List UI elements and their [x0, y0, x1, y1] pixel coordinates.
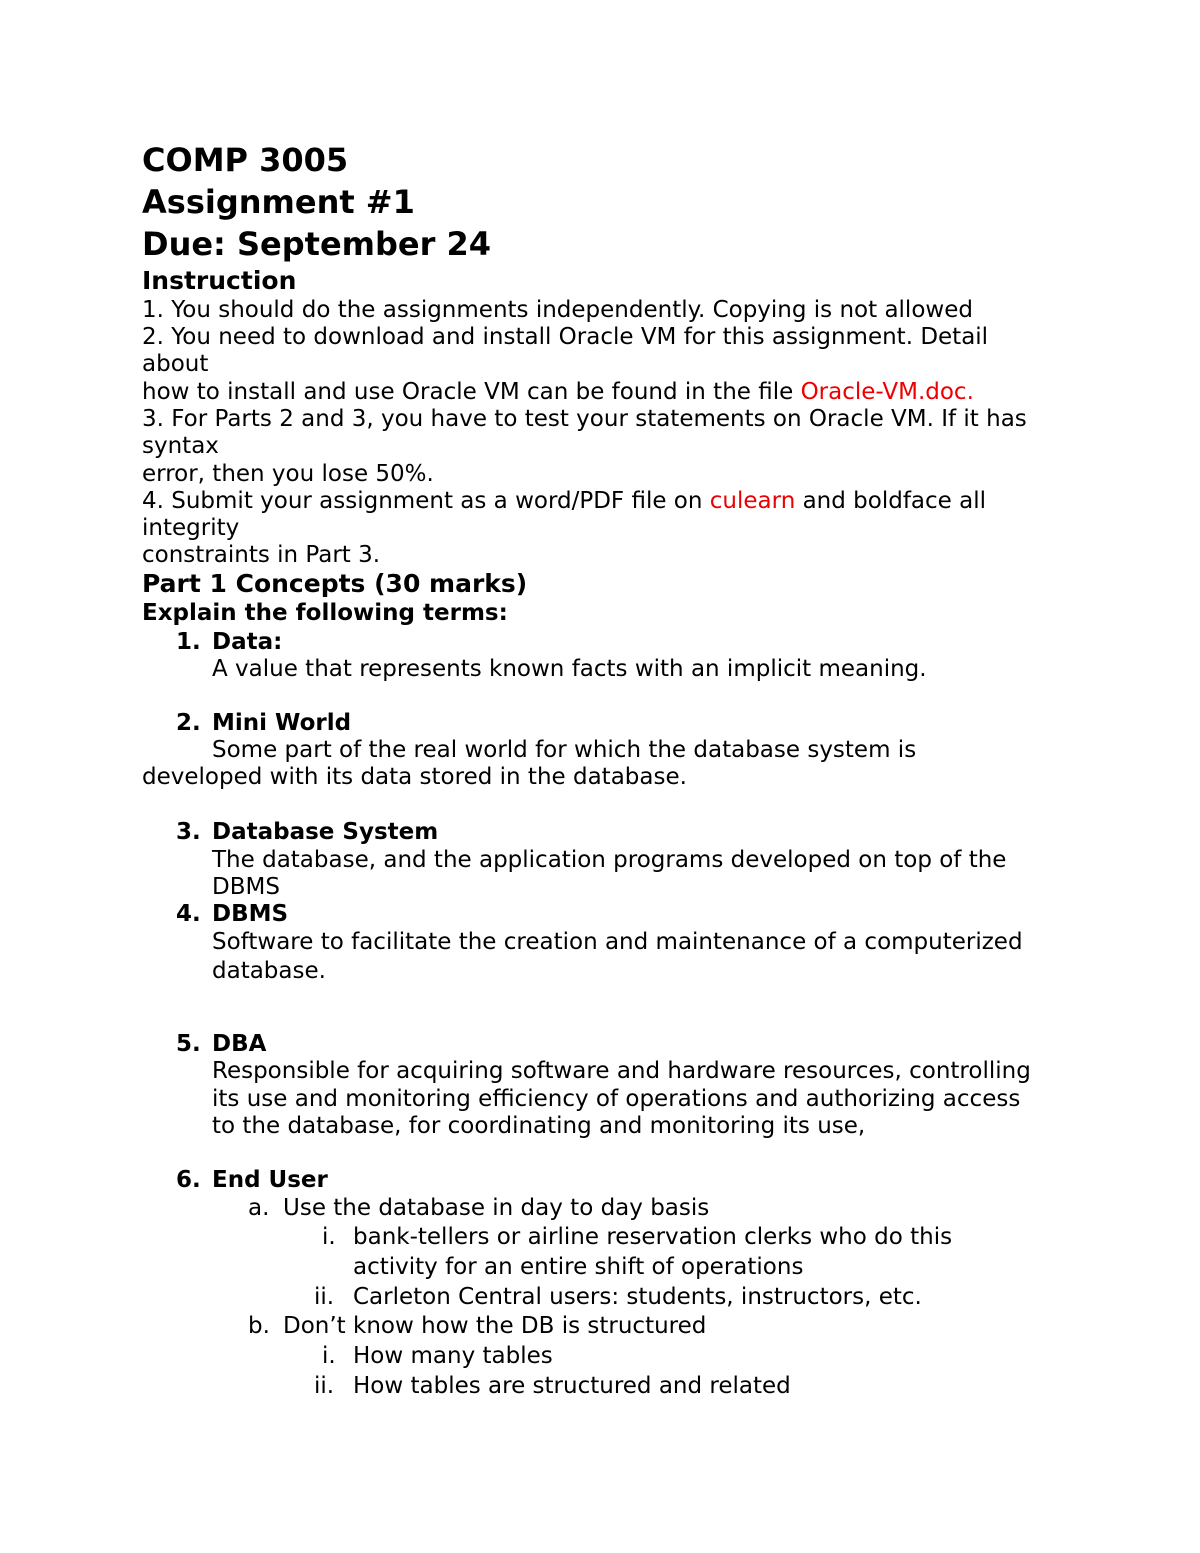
instruction-item-3-line-3: error, then you lose 50%. — [142, 461, 434, 487]
part1-subheading: Explain the following terms: — [142, 600, 508, 626]
list-marker: a. — [248, 1195, 270, 1221]
term-number: 3. — [176, 819, 201, 845]
list-item: activity for an entire shift of operations — [353, 1254, 804, 1280]
term-title: End User — [212, 1167, 328, 1193]
course-title: COMP 3005 — [142, 141, 349, 179]
term-definition: database. — [212, 958, 326, 984]
list-marker: ii. — [314, 1373, 335, 1399]
assignment-title: Assignment #1 — [142, 183, 415, 221]
oracle-vm-doc-link[interactable]: Oracle-VM.doc. — [800, 379, 974, 405]
instruction-item-2-text: how to install and use Oracle VM can be found in the file — [142, 379, 801, 405]
term-number: 2. — [176, 710, 201, 736]
term-definition: The database, and the application programs developed on top of the — [212, 847, 1007, 873]
instruction-item-3-line-1: 3. For Parts 2 and 3, you have to test your statements on Oracle VM. If it has — [142, 406, 1027, 432]
list-marker: ii. — [314, 1284, 335, 1310]
term-title: DBMS — [212, 901, 289, 927]
term-definition: to the database, for coordinating and monitoring its use, — [212, 1113, 866, 1139]
list-item: bank-tellers or airline reservation clerks who do this — [353, 1224, 953, 1250]
instruction-item-4-line-1 — [142, 487, 986, 515]
term-number: 5. — [176, 1031, 201, 1057]
instruction-item-3-line-2: syntax — [142, 433, 219, 459]
instruction-item-4-text: 4. Submit your assignment as a word/PDF file on — [142, 488, 710, 514]
instruction-heading: Instruction — [142, 266, 297, 295]
list-marker: i. — [322, 1224, 336, 1250]
instruction-item-4-tail: and boldface all — [795, 488, 987, 514]
list-item: How many tables — [353, 1343, 553, 1369]
term-number: 4. — [176, 901, 201, 927]
list-marker: i. — [322, 1343, 336, 1369]
term-title: Data: — [212, 629, 283, 655]
term-definition: Some part of the real world for which the database system is — [212, 737, 917, 763]
instruction-item-1: 1. You should do the assignments independently. Copying is not allowed — [142, 297, 973, 323]
term-definition: A value that represents known facts with an implicit meaning. — [212, 656, 927, 682]
term-definition: DBMS — [212, 874, 280, 900]
term-definition: developed with its data stored in the database. — [142, 764, 687, 790]
list-item: Carleton Central users: students, instructors, etc. — [353, 1284, 922, 1310]
term-definition: its use and monitoring efficiency of operations and authorizing access — [212, 1086, 1021, 1112]
term-title: DBA — [212, 1031, 267, 1057]
term-title: Mini World — [212, 710, 352, 736]
part1-heading: Part 1 Concepts (30 marks) — [142, 569, 528, 598]
instruction-item-2-line-3 — [142, 378, 974, 406]
culearn-link[interactable]: culearn — [709, 488, 796, 514]
list-item: Don’t know how the DB is structured — [283, 1313, 707, 1339]
instruction-item-2-line-2: about — [142, 351, 209, 377]
term-title: Database System — [212, 819, 439, 845]
term-definition: Responsible for acquiring software and hardware resources, controlling — [212, 1058, 1031, 1084]
instruction-item-4-line-2: integrity — [142, 515, 240, 541]
instruction-item-4-line-3: constraints in Part 3. — [142, 542, 381, 568]
list-item: How tables are structured and related — [353, 1373, 791, 1399]
list-item: Use the database in day to day basis — [283, 1195, 710, 1221]
term-definition: Software to facilitate the creation and maintenance of a computerized — [212, 929, 1023, 955]
term-number: 1. — [176, 629, 201, 655]
list-marker: b. — [248, 1313, 270, 1339]
due-date: Due: September 24 — [142, 225, 492, 263]
instruction-item-2-line-1: 2. You need to download and install Oracle VM for this assignment. Detail — [142, 324, 989, 350]
term-number: 6. — [176, 1167, 201, 1193]
